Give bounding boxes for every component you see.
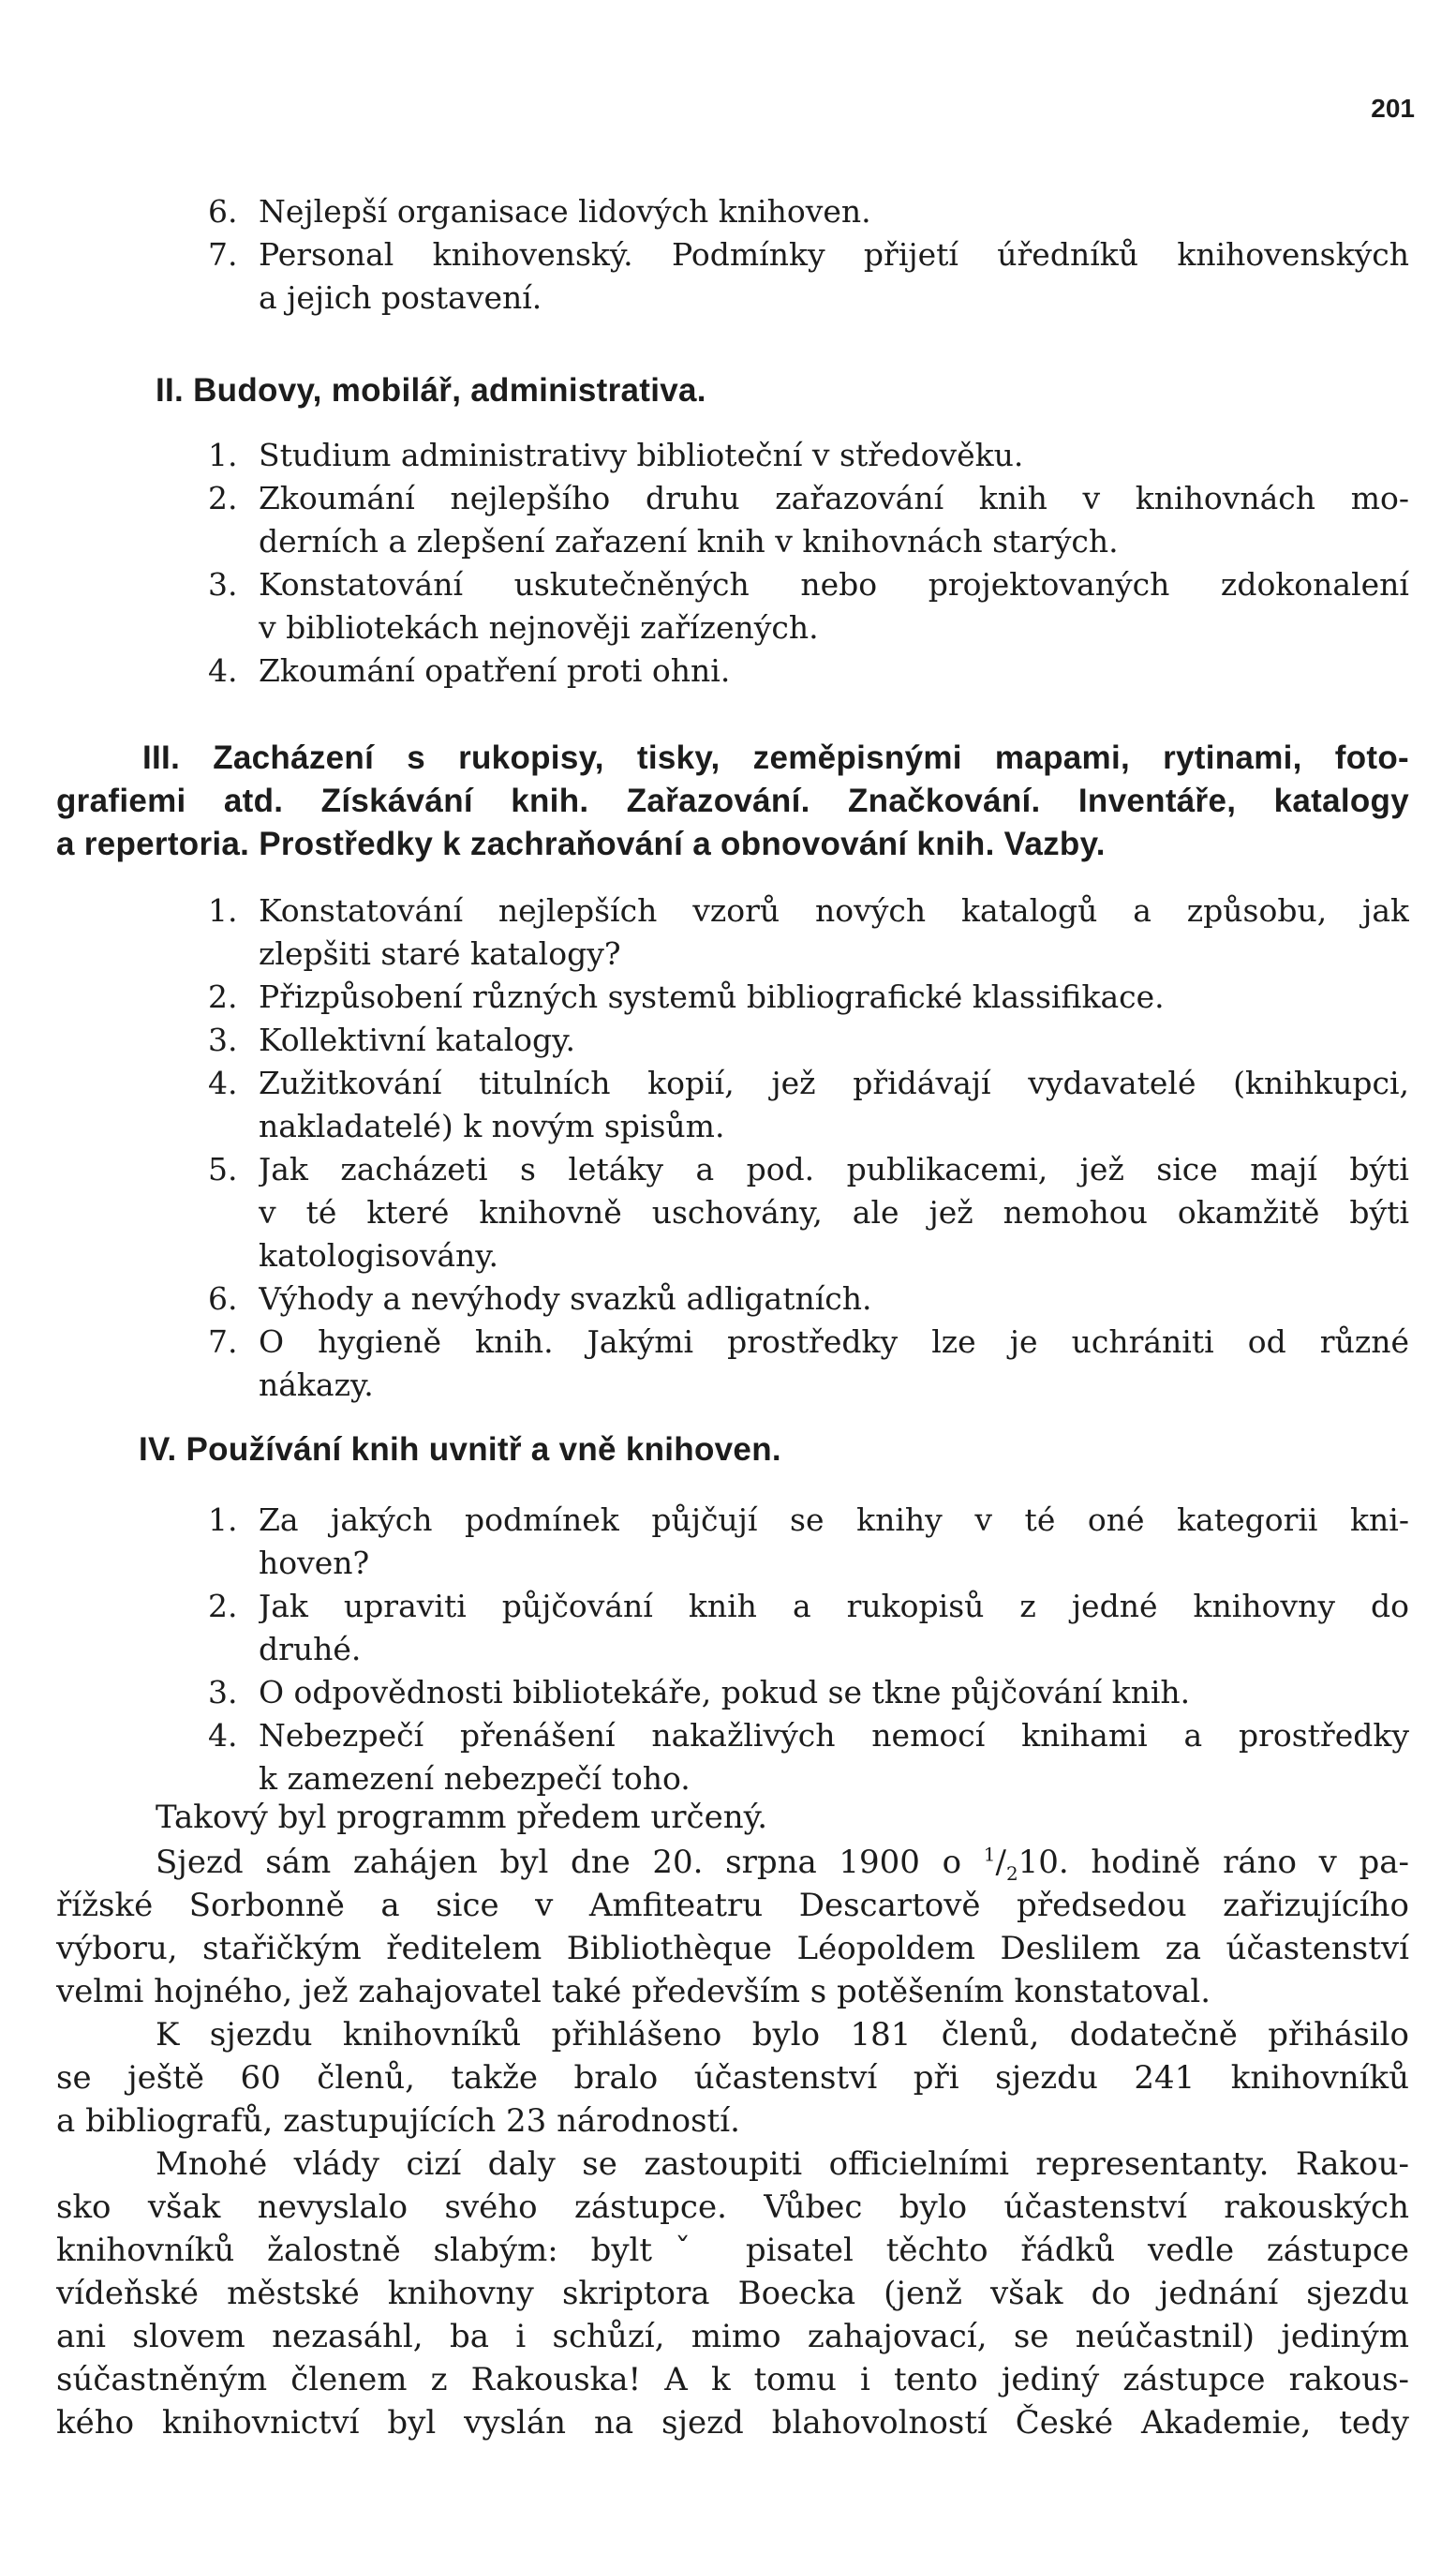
list-item-line: Výhody a nevýhody svazků adligatních. [259, 1280, 872, 1317]
list-item-line: a jejich postavení. [259, 279, 542, 316]
list-item-line: Zkoumání nejlepšího druhu zařazování knih v knihovnách mo- [259, 480, 1409, 516]
list-item-line: katologisovány. [259, 1237, 499, 1274]
paragraph-line: se ještě 60 členů, takže bralo účastenství při sjezdu 241 knihovníků [56, 2059, 1409, 2097]
page-number: 201 [1371, 94, 1415, 123]
list-item-number: 7. [208, 236, 238, 273]
paragraph-line: K sjezdu knihovníků přihlášeno bylo 181 členů, dodatečně přihásilo [156, 2016, 1409, 2054]
list-item-line: Za jakých podmínek půjčují se knihy v té oné kategorii kni- [259, 1501, 1409, 1538]
list-item-line: Konstatování uskutečněných nebo projektovaných zdokonalení [259, 566, 1409, 603]
list-item-number: 4. [208, 1065, 238, 1101]
text-segment: Sjezd sám zahájen byl dne 20. srpna 1900 o [156, 1844, 984, 1881]
paragraph-line: velmi hojného, jež zahajovatel také především s potěšením konstatoval. [56, 1973, 1211, 2010]
list-item-line: Konstatování nejlepších vzorů nových katalogů a způsobu, jak [259, 892, 1409, 929]
list-item-number: 4. [208, 652, 238, 689]
list-item-line: Nebezpečí přenášení nakažlivých nemocí knihami a prostředky [259, 1717, 1409, 1754]
paragraph-line: Mnohé vlády cizí daly se zastoupiti officielními representanty. Rakou- [156, 2145, 1409, 2183]
section-heading: III. Zacházení s rukopisy, tisky, zeměpisnými mapami, rytinami, foto- [142, 739, 1409, 776]
section-heading: grafiemi atd. Získávání knih. Zařazování. Značkování. Inventáře, katalogy [56, 783, 1409, 819]
text-segment: 10. hodině ráno v pa- [1018, 1844, 1409, 1881]
list-item-number: 3. [208, 1022, 238, 1058]
paragraph-line: vídeňské městské knihovny skriptora Boecka (jenž však do jednání sjezdu [56, 2275, 1409, 2312]
list-item-line: Jak zacházeti s letáky a pod. publikacemi, jež sice mají býti [259, 1151, 1409, 1187]
list-item-line: k zamezení nebezpečí toho. [259, 1760, 691, 1797]
list-item-number: 1. [208, 437, 238, 473]
list-item-line: Personal knihovenský. Podmínky přijetí úředníků knihovenských [259, 236, 1409, 273]
fraction-denominator: 2 [1005, 1861, 1018, 1884]
list-item-number: 6. [208, 1280, 238, 1317]
list-item-line: druhé. [259, 1631, 362, 1667]
list-item-number: 3. [208, 566, 238, 603]
list-item-line: nakladatelé) k novým spisům. [259, 1108, 725, 1144]
fraction-numerator: 1 [983, 1843, 996, 1866]
list-item-line: Studium administrativy biblioteční v středověku. [259, 437, 1024, 473]
paragraph-line: ani slovem nezasáhl, ba i schůzí, mimo zahajovací, se neúčastnil) jediným [56, 2318, 1409, 2355]
list-item-number: 6. [208, 193, 238, 230]
list-item-line: derních a zlepšení zařazení knih v knihovnách starých. [259, 523, 1119, 560]
paragraph-line: Takový byl programm předem určený. [156, 1799, 768, 1836]
list-item-line: O odpovědnosti bibliotekáře, pokud se tkne půjčování knih. [259, 1674, 1191, 1710]
section-heading: II. Budovy, mobilář, administrativa. [156, 372, 706, 409]
list-item-number: 1. [208, 1501, 238, 1538]
paragraph-line: řížské Sorbonně a sice v Amfiteatru Descartově předsedou zařizujícího [56, 1887, 1409, 1924]
list-item-line: nákazy. [259, 1367, 374, 1403]
paragraph-line: výboru, stařičkým ředitelem Bibliothèque Léopoldem Deslilem za účastenství [56, 1930, 1409, 1967]
list-item-line: O hygieně knih. Jakými prostředky lze je uchrániti od různé [259, 1323, 1409, 1360]
list-item-number: 2. [208, 480, 238, 516]
paragraph-line: kého knihovnictví byl vyslán na sjezd blahovolností České Akademie, tedy [56, 2404, 1409, 2442]
paragraph-line: súčastněným členem z Rakouska! A k tomu i tento jediný zástupce rakous- [56, 2361, 1409, 2398]
list-item-line: Nejlepší organisace lidových knihoven. [259, 193, 871, 230]
list-item-line: v té které knihovně uschovány, ale jež nemohou okamžitě býti [259, 1194, 1409, 1231]
list-item-line: Zužitkování titulních kopií, jež přidávají vydavatelé (knihkupci, [259, 1065, 1409, 1101]
list-item-number: 7. [208, 1323, 238, 1360]
list-item-line: v bibliotekách nejnověji zařízených. [259, 609, 819, 646]
list-item-line: zlepšiti staré katalogy? [259, 935, 621, 972]
paragraph-line: knihovníků žalostně slabým: byltˇ pisatel těchto řádků vedle zástupce [56, 2232, 1409, 2269]
list-item-number: 5. [208, 1151, 238, 1187]
list-item-number: 2. [208, 978, 238, 1015]
paragraph-line: sko však nevyslalo svého zástupce. Vůbec bylo účastenství rakouských [56, 2188, 1409, 2226]
list-item-line: hoven? [259, 1545, 370, 1581]
list-item-number: 4. [208, 1717, 238, 1754]
list-item-number: 3. [208, 1674, 238, 1710]
section-heading: a repertoria. Prostředky k zachraňování a obnovování knih. Vazby. [56, 826, 1106, 862]
section-heading: IV. Používání knih uvnitř a vně knihoven. [139, 1431, 781, 1468]
list-item-line: Jak upraviti půjčování knih a rukopisů z jedné knihovny do [259, 1588, 1409, 1624]
list-item-line: Zkoumání opatření proti ohni. [259, 652, 731, 689]
paragraph-line: a bibliografů, zastupujících 23 národností. [56, 2102, 740, 2140]
list-item-number: 2. [208, 1588, 238, 1624]
list-item-line: Kollektivní katalogy. [259, 1022, 575, 1058]
paragraph-line: Sjezd sám zahájen byl dne 20. srpna 1900 o $^1/_210$. hodině ráno v pa- [156, 1843, 1409, 1884]
list-item-line: Přizpůsobení různých systemů bibliografické klassifikace. [259, 978, 1165, 1015]
list-item-number: 1. [208, 892, 238, 929]
